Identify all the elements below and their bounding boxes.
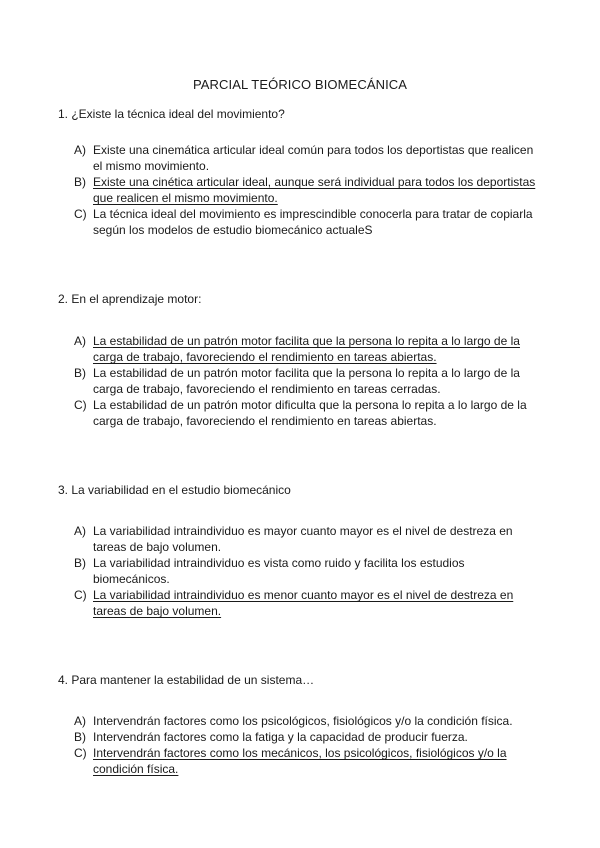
answer-text: La estabilidad de un patrón motor dificulta que la persona lo repita a lo largo de la carga de trabajo, favoreciendo el rendimiento en tareas abiertas. [93,398,527,428]
question-1: 1. ¿Existe la técnica ideal del movimiento? [58,107,285,121]
answer-option-correct[interactable] [74,745,544,777]
answer-option-correct[interactable] [74,333,544,365]
question-3: 3. La variabilidad en el estudio biomecánico [58,483,291,497]
answer-text: La variabilidad intraindividuo es mayor cuanto mayor es el nivel de destreza en tareas de bajo volumen. [93,524,513,554]
answer-text: Intervendrán factores como los psicológicos, fisiológicos y/o la condición física. [93,714,513,728]
answer-letter: C) [74,588,87,602]
answer-option[interactable] [74,523,544,555]
answer-letter: C) [74,207,87,221]
answer-list-3 [74,523,544,619]
answer-letter: A) [74,714,86,728]
answer-text: La variabilidad intraindividuo es menor cuanto mayor es el nivel de destreza en tareas de bajo volumen. [93,588,514,618]
question-4: 4. Para mantener la estabilidad de un sistema… [58,673,315,687]
answer-letter: B) [74,730,86,744]
answer-option[interactable] [74,142,544,174]
answer-letter: C) [74,746,87,760]
answer-option[interactable] [74,206,544,238]
answer-text: Intervendrán factores como la fatiga y la capacidad de producir fuerza. [93,730,468,744]
answer-text: Existe una cinética articular ideal, aunque será individual para todos los deportistas que realicen el mismo movimiento. [93,175,536,205]
answer-option-correct[interactable] [74,174,544,206]
answer-text: La estabilidad de un patrón motor facilita que la persona lo repita a lo largo de la carga de trabajo, favoreciendo el rendimiento en tareas cerradas. [93,366,520,396]
answer-text: Existe una cinemática articular ideal común para todos los deportistas que realicen el mismo movimiento. [93,143,534,173]
answer-letter: C) [74,398,87,412]
answer-list-4 [74,713,544,777]
answer-letter: A) [74,524,86,538]
answer-list-2 [74,333,544,429]
page-title: PARCIAL TEÓRICO BIOMECÁNICA [192,77,408,92]
answer-letter: B) [74,556,86,570]
answer-letter: B) [74,366,86,380]
answer-letter: B) [74,175,86,189]
answer-text: La estabilidad de un patrón motor facilita que la persona lo repita a lo largo de la carga de trabajo, favoreciendo el rendimiento en tareas abiertas. [93,334,520,364]
answer-option[interactable] [74,365,544,397]
question-2: 2. En el aprendizaje motor: [58,292,202,306]
answer-letter: A) [74,334,86,348]
answer-option[interactable] [74,397,544,429]
answer-text: Intervendrán factores como los mecánicos, los psicológicos, fisiológicos y/o la condición física. [93,746,507,776]
answer-option[interactable] [74,713,544,729]
answer-text: La variabilidad intraindividuo es vista como ruido y facilita los estudios biomecánicos. [93,556,465,586]
answer-option-correct[interactable] [74,587,544,619]
answer-option[interactable] [74,729,544,745]
answer-letter: A) [74,143,86,157]
answer-list-1 [74,142,544,238]
answer-text: La técnica ideal del movimiento es imprescindible conocerla para tratar de copiarla según los modelos de estudio biomecánico actualeS [93,207,533,237]
answer-option[interactable] [74,555,544,587]
